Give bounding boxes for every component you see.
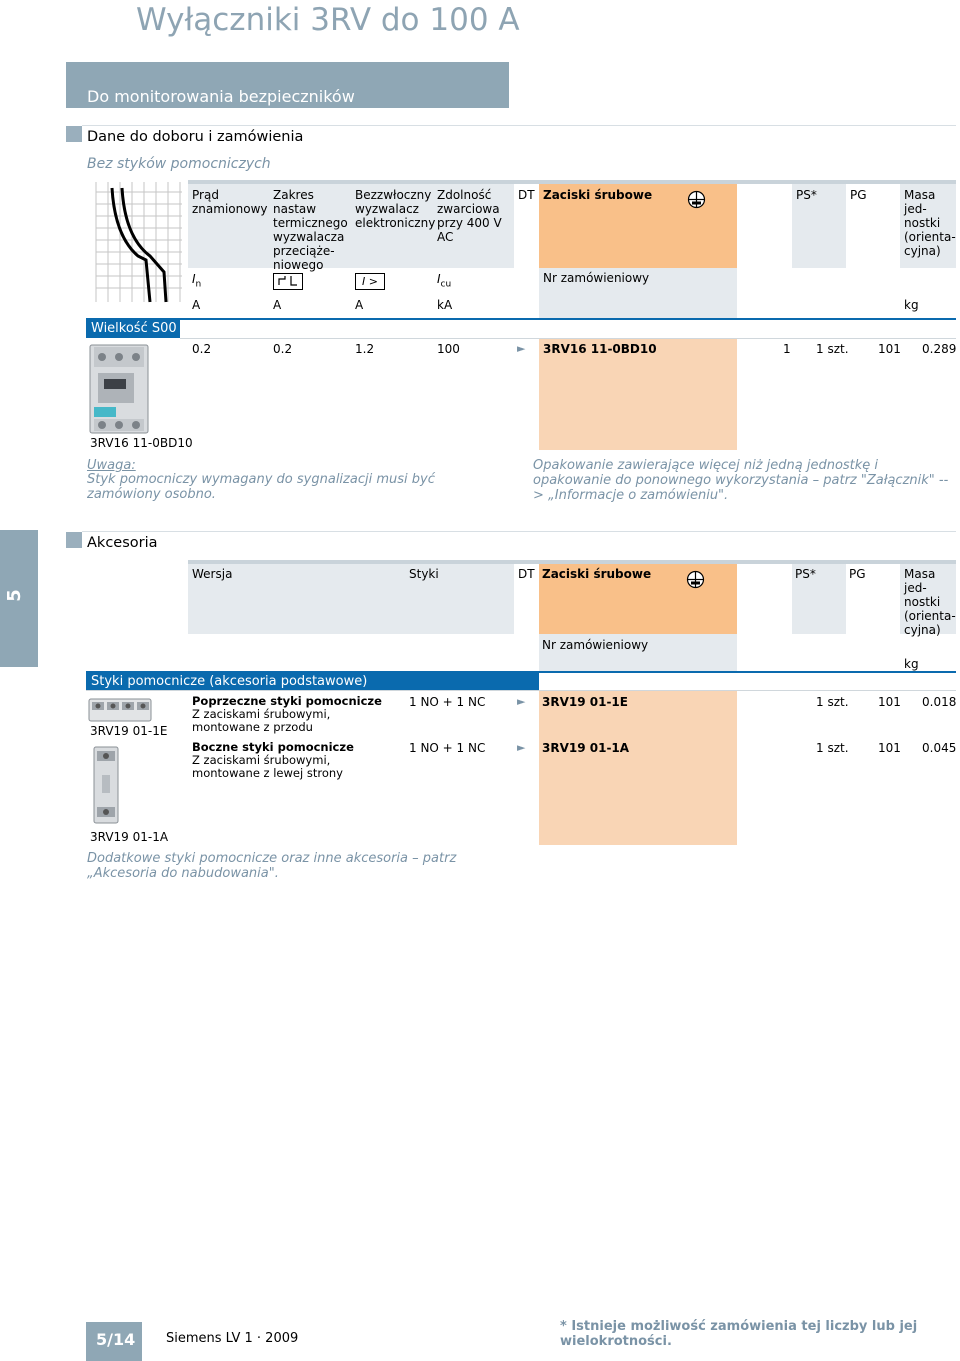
- header-dt: DT: [518, 567, 535, 581]
- section-subheading: Bez styków pomocniczych: [87, 156, 271, 172]
- page-number-box: [86, 1322, 142, 1361]
- row2-pg: 101: [878, 741, 901, 755]
- row1-order-no: 3RV19 01-1E: [542, 695, 628, 709]
- header-setting-range: Zakres nastaw termicznego wyzwalacza przeciąże-niowego: [273, 188, 348, 272]
- section-banner: [66, 62, 509, 108]
- arrow-icon: ►: [517, 741, 526, 754]
- cell-in: 0.2: [192, 342, 212, 356]
- instant-release-symbol: I >: [355, 273, 385, 290]
- heading-marker: [66, 126, 82, 142]
- header-screw-terminals: Zaciski śrubowe: [542, 567, 652, 581]
- header-screw-terminals: Zaciski śrubowe: [543, 188, 653, 202]
- size-label-bar: [86, 320, 180, 338]
- chapter-number: 5: [3, 589, 25, 602]
- row1-title: Poprzeczne styki pomocnicze: [192, 694, 382, 708]
- header-order-no: Nr zamówieniowy: [543, 271, 650, 285]
- unit-a: A: [273, 298, 282, 312]
- row2-contacts: 1 NO + 1 NC: [409, 741, 486, 755]
- cell-icu: 100: [437, 342, 460, 356]
- cell-instant: 1.2: [355, 342, 375, 356]
- header-cell-bg: [188, 564, 514, 634]
- chapter-tab: [0, 530, 38, 667]
- cell-pg: 101: [878, 342, 901, 356]
- header-version: Wersja: [192, 567, 233, 581]
- divider: [82, 125, 956, 126]
- unit-kg: kg: [904, 657, 919, 671]
- section-heading: Akcesoria: [87, 535, 158, 551]
- page-title: Wyłączniki 3RV do 100 A: [136, 2, 520, 38]
- header-weight: Masa jed-nostki (orienta-cyjna): [904, 188, 956, 258]
- row2-desc: montowane z lewej strony: [192, 766, 343, 780]
- row1-contacts: 1 NO + 1 NC: [409, 695, 486, 709]
- arrow-icon: ►: [517, 342, 526, 355]
- cell-ps: 1 szt.: [816, 342, 849, 356]
- header-pg: PG: [850, 188, 867, 202]
- divider: [82, 531, 956, 532]
- publication: Siemens LV 1 · 2009: [166, 1331, 299, 1346]
- unit-kg: kg: [904, 298, 919, 312]
- row1-weight: 0.018: [922, 695, 957, 709]
- group-label-bar: [86, 673, 539, 691]
- row1-desc: montowane z przodu: [192, 720, 313, 734]
- header-rated-current: Prąd znamionowy: [192, 188, 268, 216]
- caption-side-contact: 3RV19 01-1A: [90, 830, 169, 844]
- heading-marker: [66, 532, 82, 548]
- front-aux-contact-image: [88, 695, 152, 723]
- group-label: Styki pomocnicze (akcesoria podstawowe): [91, 674, 368, 689]
- row-divider: [86, 690, 956, 691]
- accessories-footnote: Dodatkowe styki pomocnicze oraz inne akcesoria – patrz „Akcesoria do nabudowania".: [87, 851, 457, 881]
- row1-ps: 1 szt.: [816, 695, 849, 709]
- header-contacts: Styki: [409, 567, 439, 581]
- circuit-breaker-image: [88, 343, 150, 435]
- cell-order-no: 3RV16 11-0BD10: [543, 342, 657, 356]
- row2-title: Boczne styki pomocnicze: [192, 740, 354, 754]
- banner-text: Do monitorowania bezpieczników: [87, 87, 355, 106]
- unit-ka: kA: [437, 298, 453, 312]
- unit-a: A: [192, 298, 201, 312]
- row-divider: [180, 338, 956, 339]
- unit-a: A: [355, 298, 364, 312]
- row2-order-no: 3RV19 01-1A: [542, 741, 630, 755]
- header-dt: DT: [518, 188, 535, 202]
- row2-ps: 1 szt.: [816, 741, 849, 755]
- symbol-in: $I_n$: [192, 272, 202, 290]
- arrow-icon: ►: [517, 695, 526, 708]
- header-ps: PS*: [795, 567, 816, 581]
- thermal-release-icon: [273, 273, 303, 290]
- order-column-bg: [539, 690, 737, 845]
- cell-range: 0.2: [273, 342, 293, 356]
- footer-note: * Istnieje możliwość zamówienia tej liczby lub jej wielokrotności.: [560, 1319, 918, 1349]
- note-label: Uwaga:: [87, 458, 136, 473]
- header-instant-trip: Bezzwłoczny wyzwalacz elektroniczny: [355, 188, 436, 230]
- trip-curve-icon: [86, 182, 183, 307]
- size-label: Wielkość S00: [91, 321, 177, 336]
- screw-terminal-icon: [686, 570, 705, 589]
- header-weight: Masa jed-nostki (orienta-cyjna): [904, 567, 956, 637]
- caption-front-contact: 3RV19 01-1E: [90, 724, 168, 738]
- header-breaking-capacity: Zdolność zwarciowa przy 400 V AC: [437, 188, 502, 244]
- row2-desc: Z zaciskami śrubowymi,: [192, 753, 331, 767]
- image-caption: 3RV16 11-0BD10: [90, 436, 193, 450]
- screw-terminal-icon: [687, 190, 706, 209]
- row2-weight: 0.045: [922, 741, 957, 755]
- note-text: Styk pomocniczy wymagany do sygnalizacji musi być zamówiony osobno.: [87, 472, 435, 502]
- symbol-icu: $I_{cu}$: [437, 272, 452, 290]
- section-heading: Dane do doboru i zamówienia: [87, 129, 304, 145]
- side-aux-contact-image: [88, 745, 124, 825]
- header-ps: PS*: [796, 188, 817, 202]
- note-packaging: Opakowanie zawierające więcej niż jedną jednostkę i opakowanie do ponownego wykorzystania – patrz "Załącznik" --> „Informacje o zamówieniu".: [533, 458, 949, 503]
- row1-pg: 101: [878, 695, 901, 709]
- cell-dt: 1: [783, 342, 791, 356]
- row1-desc: Z zaciskami śrubowymi,: [192, 707, 331, 721]
- page-number: 5/14: [96, 1330, 136, 1349]
- header-pg: PG: [849, 567, 866, 581]
- cell-weight: 0.289: [922, 342, 957, 356]
- header-order-no: Nr zamówieniowy: [542, 638, 649, 652]
